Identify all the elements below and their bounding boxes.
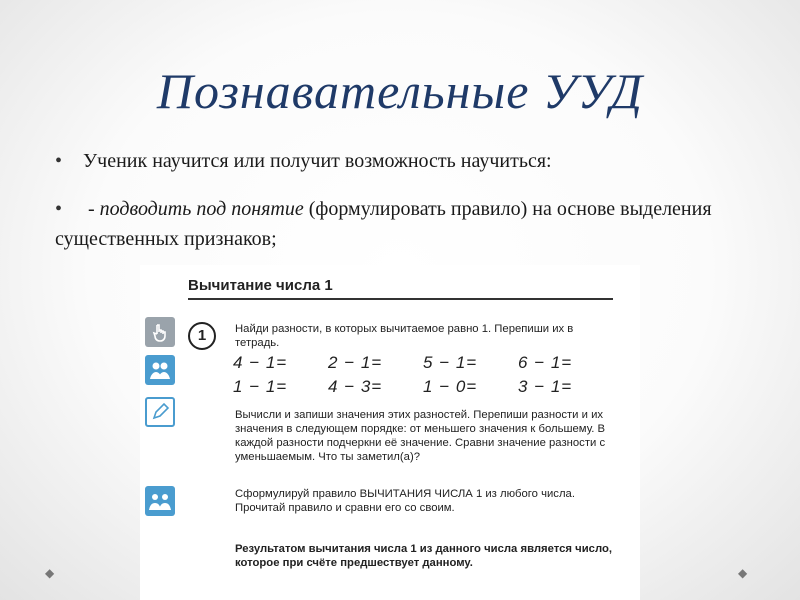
bullet-dot-icon: •: [55, 150, 63, 172]
bullet-1-text: Ученик научится или получит возможность научиться:: [83, 150, 552, 172]
hand-pointer-icon: [145, 317, 175, 347]
slide-title: Познавательные УУД: [156, 63, 644, 119]
group-work-icon: [145, 486, 175, 516]
corner-ornament-left-icon: ◆: [45, 566, 55, 580]
equation: 1 − 1=: [233, 377, 288, 396]
bullet-2: [55, 194, 755, 254]
equation: 3 − 1=: [518, 377, 573, 396]
equations-grid: [233, 353, 613, 397]
section-title: Вычитание числа 1: [188, 277, 333, 294]
pair-work-icon: [145, 355, 175, 385]
bullet-2-prefix: -: [83, 198, 100, 220]
task-2-text: Вычисли и запиши значения этих разностей. Перепиши разности и их значения в следующем порядке: от меньшего значения к большему. В каждой разности подчеркни её значение. Сравни значение разности с уменьшаемым. Что ты заметил(а)?: [235, 409, 606, 463]
rule-text: Результатом вычитания числа 1 из данного числа является число, которое при счёте предшествует данному.: [235, 543, 613, 569]
bullet-2-emphasis: подводить под понятие: [99, 198, 304, 220]
task-number: 1: [188, 322, 216, 350]
textbook-page: [140, 265, 640, 600]
bullet-2-rest: (формулировать правило) на основе выделения существенных признаков;: [55, 198, 712, 250]
equation: 2 − 1=: [328, 353, 383, 372]
task-1-text: Найди разности, в которых вычитаемое равно 1. Перепиши их в тетрадь.: [235, 323, 574, 349]
bullet-dot-icon: •: [55, 198, 63, 220]
equation: 4 − 1=: [233, 353, 288, 372]
equation: 6 − 1=: [518, 353, 573, 372]
title-rule: [188, 298, 613, 300]
equation: 5 − 1=: [423, 353, 478, 372]
equation: 1 − 0=: [423, 377, 478, 396]
corner-ornament-right-icon: ◆: [738, 566, 748, 580]
equation: 4 − 3=: [328, 377, 383, 396]
bullet-1: [55, 150, 552, 173]
pencil-icon: [145, 397, 175, 427]
task-3-text: Сформулируй правило ВЫЧИТАНИЯ ЧИСЛА 1 из любого числа. Прочитай правило и сравни его со своим.: [235, 488, 575, 514]
